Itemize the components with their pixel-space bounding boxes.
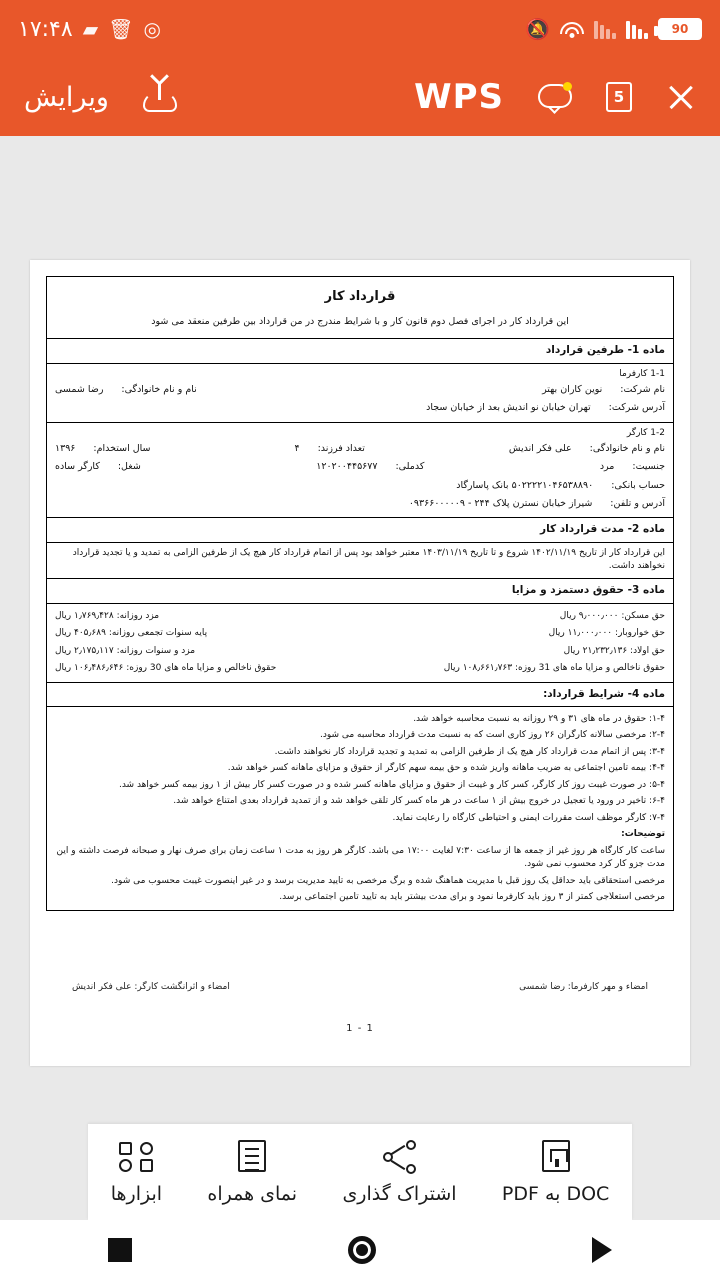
mute-icon: 🔕 [525,17,550,41]
signature-employer: امضاء و مهر کارفرما: رضا شمسی [519,982,648,993]
pay-label: حق مسکن: [621,610,665,621]
document-view-icon [235,1140,269,1174]
field-worker-bank [55,477,665,495]
app-toolbar [0,58,720,136]
signature-block [46,911,674,995]
share-icon [382,1140,416,1174]
field-label: شغل: [117,461,141,473]
close-icon [666,82,696,112]
pay-value: ۱۱٫۰۰۰٫۰۰۰ ریال [548,628,613,638]
pay-row [55,608,665,626]
section-subheading-employer: 1-1 کارفرما [619,368,665,379]
tool-label: ابزارها [110,1182,163,1205]
section-worker [47,423,673,519]
field-label: نام و نام خانوادگی: [121,384,197,395]
signal-icon [626,19,648,39]
tool-pdf-convert[interactable] [502,1140,609,1205]
status-bar-left [525,18,702,40]
pay-value: ۱٫۷۶۹٫۴۲۸ ریال [55,610,114,621]
field-value: ۱۲۰۲۰۰۴۴۵۶۷۷ [316,461,378,473]
clause-item: ۷-۴: کارگر موظف است مقررات ایمنی و احتیاطی کارگاه را رعایت نماید. [392,812,665,823]
battery-icon [658,18,702,40]
toolbar-right-group [24,80,177,114]
android-nav-bar [0,1220,720,1280]
notes-title: توضیحات: [621,829,665,840]
tool-label: نمای همراه [207,1182,298,1205]
document-header [47,277,673,339]
field-value: رضا شمسی [55,384,104,395]
pages-button[interactable] [606,82,632,112]
pay-label: مزد و سنوات روزانه: [116,645,196,656]
field-label: جنسیت: [632,461,665,473]
notification-dot [563,82,572,91]
section-employer [47,364,673,423]
document-body [46,276,674,911]
section-pay [47,604,673,683]
page-number: 1 - 1 [346,1022,374,1034]
pay-value: ۱۰۶٫۴۸۶٫۶۴۶ ریال [55,663,124,673]
pay-left [549,627,665,641]
pay-left [560,610,665,624]
tool-reading-view[interactable] [207,1140,297,1205]
cloud-icon [538,82,572,112]
wps-logo: WPS [414,77,504,117]
pay-label: پایه سنوات تجمعی روزانه: [108,628,208,638]
pay-label: مزد روزانه: [116,610,160,621]
field-worker-address [55,495,665,513]
section-subheading-worker: 1-2 کارگر [626,427,665,438]
pages-count: 5 [613,88,625,106]
field-value: ۵۰۲۲۲۲۱۰۴۶۵۳۸۸۹۰ بانک پاسارگاد [456,479,594,491]
pay-value: ۱۰۸٫۶۶۱٫۷۶۳ ریال [443,663,513,673]
bottom-toolbar [88,1124,632,1220]
field-value: ۴ [294,443,300,454]
field-label: سال استخدام: [93,443,151,454]
document-page [30,260,690,1066]
pay-row [55,643,665,661]
battery-level: 90 [671,22,689,36]
clause-item: ۱-۴: حقوق در ماه های ۳۱ و ۲۹ روزانه به نسبت محاسبه خواهد شد. [413,713,665,724]
section-duration-body: این قرارداد کار از تاریخ ۱۴۰۲/۱۱/۱۹ شروع و تا تاریخ ۱۴۰۳/۱۱/۱۹ معتبر خواهد بود پس از اتمام قرارداد کار هیچ یک از طرفین الزامی به تمدید و یا تجدید قرارداد نخواهند داشت. [47,543,673,579]
tool-label: اشتراک گذاری [342,1182,457,1205]
toolbar-left-group [414,77,696,117]
field-value: کارگر ساده [54,461,100,473]
pay-right [55,610,159,624]
pay-value: ۹٫۰۰۰٫۰۰۰ ریال [559,610,619,621]
tool-label: DOC به PDF [501,1182,610,1205]
upload-button[interactable] [143,80,177,114]
upload-icon [143,80,177,114]
pay-value: ۲٫۱۷۵٫۱۱۷ ریال [55,645,114,656]
field-label: نام و نام خانوادگی: [589,443,665,454]
pay-right [55,645,195,659]
signature-worker: امضاء و اثرانگشت کارگر: علی فکر اندیش [72,982,230,993]
pay-value: ۴۰۵٫۶۸۹ ریال [55,628,106,638]
back-triangle-icon[interactable] [592,1237,612,1263]
clause-item: ۳-۴: پس از اتمام مدت قرارداد کار هیچ یک از طرفین الزامی به تمدید و تجدید قرارداد کار نخواهند داشت. [274,746,665,757]
page-title: ویرایش [24,81,109,113]
camera-icon: ◎ [143,17,161,41]
section-heading-2: ماده 2- مدت قرارداد کار [47,518,673,543]
field-label: نام شرکت: [620,384,665,395]
pages-icon [606,82,632,112]
pay-row [55,625,665,643]
clause-item: ۶-۴: تاخیر در ورود یا تعجیل در خروج بیش از ۱ ساعت در هر ماه کسر کار تلقی خواهد شد و از تمدید قرارداد بعدی امتناع خواهد شد. [173,796,665,807]
field-value: ۱۳۹۶ [55,443,76,454]
note-item: ساعت کار کارگاه هر روز غیر از جمعه ها از ساعت ۷:۳۰ لغایت ۱۷:۰۰ می باشد. کارگر هر روز به مدت ۱ ساعت زمان برای صرف نهار و صبحانه فرصت داشته و این مدت جزو کار کرد محسوب نمی شود. [56,845,665,870]
field-worker-name [55,440,665,458]
status-bar-right [18,17,161,42]
clause-item: ۲-۴: مرخصی سالانه کارگران ۲۶ روز کاری است که به نسبت مدت قرارداد محاسبه می شود. [319,730,665,741]
document-title: قرارداد کار [324,289,396,304]
cloud-sync-button[interactable] [538,82,572,112]
pay-label: حق خواروبار: [615,628,665,638]
field-label: کدملی: [395,461,425,473]
field-value: نوین کاران بهتر [542,384,603,395]
field-value: مرد [599,461,615,473]
field-label: تعداد فرزند: [317,443,365,454]
pdf-convert-icon [539,1140,573,1174]
section-heading-3: ماده 3- حقوق دستمزد و مزایا [47,579,673,604]
pay-right [55,662,276,676]
note-item: مرخصی استحقاقی باید حداقل یک روز قبل با مدیریت هماهنگ شده و برگ مرخصی به تایید مدیریت برسد و در غیر اینصورت غیبت محسوب می شود. [111,875,665,886]
field-label: حساب بانکی: [611,479,665,491]
document-subtitle: این قرارداد کار در اجرای فصل دوم قانون کار و با شرایط مندرج در من قرارداد بین طرفین منعقد می شود [151,315,569,327]
clause-item: ۴-۴: بیمه تامین اجتماعی به ضریب ماهانه واریز شده و حق بیمه سهم کارگر از حقوق و مزایای ماهانه کسر خواهد شد. [227,763,665,774]
trash-icon: 🗑 [108,17,134,41]
recent-square-icon[interactable] [108,1238,132,1262]
pay-value: ۲۱٫۲۳۲٫۱۳۶ ریال [563,645,628,656]
grid-tools-icon [119,1140,153,1174]
clock: ۱۷:۴۸ [18,16,73,42]
status-bar [0,0,720,58]
wifi-icon [560,20,584,38]
note-item: مرخصی استعلاجی کمتر از ۳ روز باید کارفرما نمود و برای مدت بیشتر باید به تایید تامین اجتماعی برسد. [279,892,665,903]
signal-secondary-icon [594,19,616,39]
document-canvas[interactable] [0,136,720,1116]
field-employer-address [55,399,665,417]
field-label: آدرس شرکت: [608,402,665,414]
field-value: علی فکر اندیش [508,443,572,454]
field-value: شیراز خیابان نسترن پلاک ۲۴۴ - ۰۹۳۶۶۰۰۰۰۰۹ [408,497,593,509]
clause-item: ۵-۴: در صورت غیبت روز کار کارگر، کسر کار و غیبت از حقوق و مزایای ماهانه کسر شده و در صورت کسر کار بیش از ۱ روز بیمه کسر خواهد شد. [118,779,665,790]
field-label: آدرس و تلفن: [610,497,665,509]
pay-label: حق اولاد: [630,645,665,656]
pay-left [564,645,665,659]
pay-label: حقوق ناخالص و مزایا ماه های 31 روزه: [514,663,665,673]
pay-right [55,627,207,641]
tool-tools[interactable] [111,1140,162,1205]
field-employer-name [55,381,665,399]
close-button[interactable] [666,82,696,112]
tool-share[interactable] [342,1140,456,1205]
pay-label: حقوق ناخالص و مزایا ماه های 30 روزه: [126,663,277,673]
field-worker-identity [55,458,665,476]
section-heading-4: ماده 4- شرایط قرارداد: [47,683,673,708]
home-circle-icon[interactable] [348,1236,376,1264]
section-conditions [47,707,673,910]
pay-left [444,662,665,676]
cap-icon: ▰ [82,17,99,41]
field-value: تهران خیابان نو اندیش بعد از خیابان سجاد [426,402,591,414]
pay-row [55,660,665,678]
section-heading-1: ماده 1- طرفین قرارداد [47,339,673,364]
